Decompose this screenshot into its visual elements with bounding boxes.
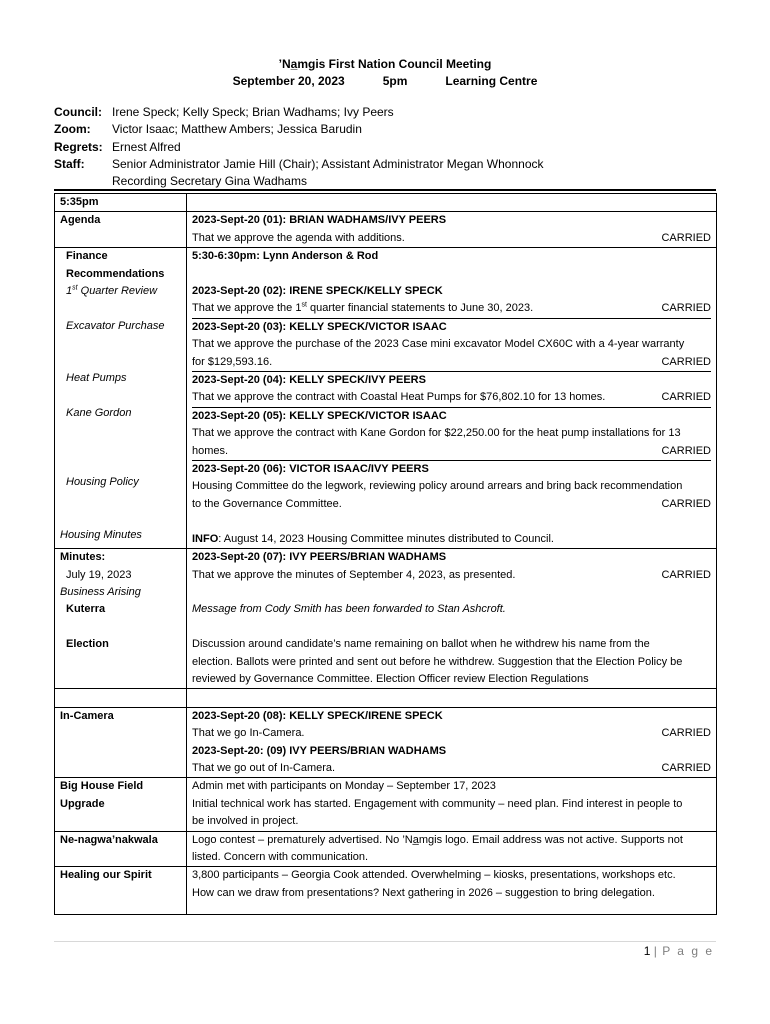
kane-gordon-text-2: homes. (192, 444, 229, 457)
excavator-result: CARRIED (661, 355, 711, 368)
staff-row (54, 156, 544, 173)
ne-nagwa-text: Logo contest – prematurely advertised. No ’Na̲mgis logo. Email address was not active. Supports not (192, 833, 683, 846)
meeting-time: 5pm (382, 74, 408, 88)
q1-result: CARRIED (661, 302, 711, 315)
kuterra-text: Message from Cody Smith has been forwarded to Stan Ashcroft. (192, 603, 506, 616)
minutes-date: July 19, 2023 (66, 568, 132, 581)
zoom-row (54, 121, 544, 138)
big-house-label-2: Upgrade (60, 797, 105, 810)
big-house-label: Big House Field (60, 780, 144, 793)
business-arising-label: Business Arising (60, 585, 141, 598)
in-camera-label: In-Camera (55, 707, 187, 778)
table-row (55, 778, 717, 831)
footer-divider (54, 941, 716, 942)
excavator-label: Excavator Purchase (66, 319, 165, 332)
regrets-row (54, 139, 544, 156)
excavator-motion: 2023-Sept-20 (03): KELLY SPECK/VICTOR ISAAC (192, 320, 447, 333)
housing-minutes-info: INFO: August 14, 2023 Housing Committee minutes distributed to Council. (192, 532, 554, 545)
heat-pumps-motion: 2023-Sept-20 (04): KELLY SPECK/IVY PEERS (192, 374, 426, 387)
in-camera-motion: 2023-Sept-20 (08): KELLY SPECK/IRENE SPECK (192, 709, 443, 722)
finance-session: 5:30-6:30pm: Lynn Anderson & Rod (192, 250, 379, 263)
minutes-motion: 2023-Sept-20 (07): IVY PEERS/BRIAN WADHAMS (192, 551, 447, 564)
heat-pumps-label: Heat Pumps (66, 372, 127, 385)
healing-label: Healing our Spirit (55, 867, 187, 915)
staff-label: Staff: (54, 156, 85, 171)
housing-minutes-label: Housing Minutes (60, 528, 142, 541)
page-number: 1 (643, 944, 651, 958)
housing-policy-text: Housing Committee do the legwork, reviewing policy around arrears and bring back recommendation (192, 480, 683, 493)
kane-gordon-motion: 2023-Sept-20 (05): KELLY SPECK/VICTOR ISAAC (192, 409, 447, 422)
page-footer (644, 944, 714, 958)
council-row (54, 104, 544, 121)
agenda-motion: 2023-Sept-20 (01): BRIAN WADHAMS/IVY PEERS (192, 214, 447, 227)
excavator-text-2: for $129,593.16. (192, 355, 273, 368)
kane-gordon-label: Kane Gordon (66, 406, 132, 419)
regrets-members: Ernest Alfred (112, 139, 181, 154)
big-house-text: Admin met with participants on Monday – September 17, 2023 (192, 780, 496, 793)
election-text-2: election. Ballots were printed and sent out before he withdrew. Suggestion that the Election Policy be (192, 655, 683, 668)
out-camera-result: CARRIED (661, 761, 711, 774)
table-row (55, 248, 717, 549)
regrets-label: Regrets: (54, 139, 103, 154)
q1-motion: 2023-Sept-20 (02): IRENE SPECK/KELLY SPECK (192, 285, 443, 298)
zoom-label: Zoom: (54, 122, 91, 137)
heat-pumps-text: That we approve the contract with Coastal Heat Pumps for $76,802.10 for 13 homes. (192, 391, 606, 404)
table-row (55, 212, 717, 248)
meeting-date: September 20, 2023 (232, 74, 345, 88)
zoom-members: Victor Isaac; Matthew Ambers; Jessica Barudin (112, 122, 362, 137)
staff-members-continued: Recording Secretary Gina Wadhams (112, 174, 307, 189)
healing-text: 3,800 participants – Georgia Cook attended. Overwhelming – kiosks, presentations, workshops etc. (192, 869, 676, 882)
in-camera-result: CARRIED (661, 727, 711, 740)
minutes-table (54, 193, 717, 915)
start-time: 5:35pm (55, 194, 187, 212)
q1-text: That we approve the 1st quarter financial statements to June 30, 2023. (192, 301, 534, 315)
finance-label: Finance (66, 250, 108, 263)
table-row-empty (55, 689, 717, 707)
council-members: Irene Speck; Kelly Speck; Brian Wadhams; Ivy Peers (112, 105, 394, 119)
table-row (55, 549, 717, 689)
q1-review-label: 1st Quarter Review (66, 284, 158, 298)
table-row (55, 831, 717, 867)
agenda-result: CARRIED (661, 231, 711, 244)
housing-policy-result: CARRIED (661, 497, 711, 510)
minutes-result: CARRIED (661, 568, 711, 581)
election-text-3: reviewed by Governance Committee. Election Officer review Election Regulations (192, 672, 589, 685)
out-camera-motion: 2023-Sept-20: (09) IVY PEERS/BRIAN WADHAMS (192, 744, 447, 757)
kane-gordon-result: CARRIED (661, 444, 711, 457)
agenda-text: That we approve the agenda with additions. (192, 231, 405, 244)
election-label: Election (66, 638, 109, 651)
heat-pumps-result: CARRIED (661, 391, 711, 404)
in-camera-text: That we go In-Camera. (192, 727, 305, 740)
housing-policy-motion: 2023-Sept-20 (06): VICTOR ISAAC/IVY PEERS (192, 463, 429, 476)
meeting-header (0, 56, 770, 90)
meeting-location: Learning Centre (445, 74, 538, 88)
excavator-text: That we approve the purchase of the 2023 Case mini excavator Model CX60C with a 4-year warranty (192, 338, 685, 351)
page-separator: | (653, 944, 659, 958)
big-house-text-2: Initial technical work has started. Engagement with community – need plan. Find interest in people to (192, 797, 683, 810)
big-house-text-3: be involved in project. (192, 815, 299, 828)
finance-label-2: Recommendations (66, 267, 165, 280)
table-row (55, 867, 717, 915)
meeting-details (0, 73, 770, 90)
meeting-title: ’Na̲mgis First Nation Council Meeting (278, 57, 492, 71)
minutes-label: Minutes: (60, 551, 106, 564)
header-divider (54, 189, 716, 191)
kane-gordon-text: That we approve the contract with Kane Gordon for $22,250.00 for the heat pump installations for 13 (192, 427, 681, 440)
ne-nagwa-label: Ne-nagwa’nakwala (55, 831, 187, 867)
table-row (55, 194, 717, 212)
housing-policy-text-2: to the Governance Committee. (192, 497, 342, 510)
table-row (55, 707, 717, 778)
staff-members: Senior Administrator Jamie Hill (Chair); Assistant Administrator Megan Whonnock (112, 156, 544, 171)
housing-policy-label: Housing Policy (66, 476, 139, 489)
page-word: P a g e (662, 944, 714, 958)
minutes-text: That we approve the minutes of September 4, 2023, as presented. (192, 568, 516, 581)
election-text: Discussion around candidate’s name remaining on ballot when he withdrew his name from the (192, 638, 650, 651)
agenda-label: Agenda (55, 212, 187, 248)
attendance-block (54, 104, 544, 190)
council-label: Council: (54, 105, 102, 119)
kuterra-label: Kuterra (66, 603, 106, 616)
out-camera-text: That we go out of In-Camera. (192, 761, 336, 774)
ne-nagwa-text-2: listed. Concern with communication. (192, 850, 369, 863)
healing-text-2: How can we draw from presentations? Next gathering in 2026 – suggestion to bring delegation. (192, 886, 655, 899)
